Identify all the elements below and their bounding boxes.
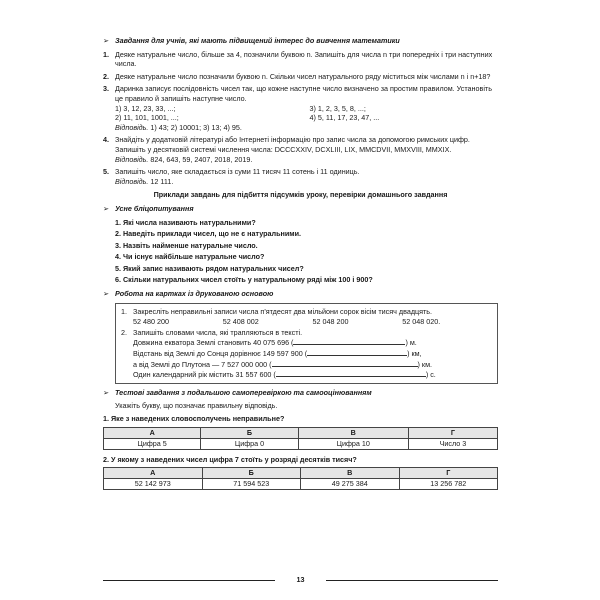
list-item: 4. Чи існує найбільше натуральне число?	[115, 252, 265, 262]
card-item-1	[121, 307, 492, 317]
answer	[115, 155, 498, 165]
option-cell[interactable]: 13 256 782	[399, 479, 498, 490]
number-option: 52 408 002	[222, 317, 259, 327]
sequence-options	[115, 104, 498, 123]
test-instruction: Укажіть букву, що позначає правильну відповідь.	[115, 401, 278, 411]
blank-field[interactable]	[293, 337, 405, 345]
page-number: 13	[296, 575, 305, 584]
answer-text: 824, 643, 59, 2407, 2018, 2019.	[150, 154, 253, 164]
question-number: 3.	[103, 84, 109, 94]
answer-text: 1) 43; 2) 10001; 3) 13; 4) 95.	[150, 122, 242, 132]
question-number: 4.	[103, 135, 109, 145]
option-letter: Б	[201, 427, 298, 438]
option-1: 1) 3, 12, 23, 33, ...;	[115, 103, 176, 113]
option-4: 4) 5, 11, 17, 23, 47, ...	[309, 113, 380, 123]
question-text: Деяке натуральне число, більше за 4, позначили буквою n. Запишіть для числа n три попередніх і три наступних числа.	[115, 49, 493, 69]
item-text: Запишіть словами числа, які трапляються в тексті.	[133, 327, 303, 337]
section-title: Завдання для учнів, які мають підвищений інтерес до вивчення математики	[115, 36, 400, 45]
arrow-bullet-icon: ➢	[103, 36, 110, 45]
option-cell[interactable]: Цифра 10	[298, 438, 408, 449]
fill-text: ) км.	[417, 359, 433, 369]
option-letter: В	[301, 468, 400, 479]
page-footer	[103, 575, 498, 585]
blank-field[interactable]	[276, 369, 426, 377]
section-heading-tests	[103, 388, 498, 398]
arrow-bullet-icon: ➢	[103, 203, 110, 213]
number-option: 52 048 020.	[402, 317, 441, 327]
question-1	[103, 50, 498, 69]
arrow-bullet-icon: ➢	[103, 289, 110, 299]
item-text: Закресліть неправильні записи числа п'ятдесят два мільйони сорок вісім тисяч двадцять.	[133, 306, 433, 316]
number-option: 52 048 200	[312, 317, 349, 327]
option-3: 3) 1, 2, 3, 5, 8, ...;	[309, 103, 366, 113]
section-title: Усне бліцопитування	[115, 203, 194, 213]
question-4	[103, 135, 498, 164]
section-heading-cards	[103, 289, 498, 299]
fill-line-3	[133, 359, 492, 370]
page-content	[103, 36, 498, 495]
option-cell[interactable]: Число 3	[408, 438, 497, 449]
test-question-2: 2. У якому з наведених чисел цифра 7 стоїть у розряді десятків тисяч?	[103, 454, 357, 464]
question-text: Знайдіть у додатковій літературі або Інтернеті інформацію про запис числа за допомогою римських цифр. Запишіть у десятковій системі числення числа: DCCCXXIV, DCXLIII, LIX, MMCDVII, MMXVIII, MMXIX.	[115, 135, 470, 154]
fill-line-1	[133, 337, 492, 348]
list-item: 5. Який запис називають рядом натуральних чисел?	[115, 263, 304, 273]
answer-label: Відповідь.	[115, 176, 149, 186]
fill-line-4	[133, 369, 492, 380]
blitz-list	[103, 218, 498, 286]
question-text: Даринка записує послідовність чисел так, що кожне наступне число визначено за простим правилом. Установіть це правило й запишіть наступне число.	[115, 84, 492, 103]
question-2	[103, 72, 498, 82]
option-letter: А	[104, 427, 201, 438]
section-title: Робота на картках із друкованою основою	[115, 289, 274, 299]
section-heading-advanced	[103, 36, 498, 46]
fill-line-2	[133, 348, 492, 359]
fill-text: Один календарний рік містить 31 557 600 (	[133, 370, 276, 380]
fill-text: Відстань від Землі до Сонця дорівнює 149 597 900 (	[133, 349, 308, 359]
list-item: 6. Скільки натуральних чисел стоїть у натуральному ряді між 100 і 900?	[115, 275, 373, 285]
answer	[115, 177, 498, 187]
number-options	[133, 317, 492, 327]
option-cell[interactable]: 49 275 384	[301, 479, 400, 490]
item-number: 1.	[121, 306, 127, 316]
card-item-2	[121, 328, 492, 338]
section-heading-blitz	[103, 204, 498, 214]
question-5	[103, 167, 498, 186]
option-letter: Б	[202, 468, 301, 479]
option-cell[interactable]: Цифра 0	[201, 438, 298, 449]
fill-text: ) км,	[407, 349, 422, 359]
question-3	[103, 84, 498, 132]
option-letter: Г	[399, 468, 498, 479]
test-question-1: 1. Яке з наведених словосполучень неправильне?	[103, 414, 285, 423]
fill-text: Довжина екватора Землі становить 40 075 696 (	[133, 338, 294, 348]
footer-rule-right	[326, 580, 498, 581]
answer-table-1	[103, 427, 498, 450]
option-cell[interactable]: Цифра 5	[104, 438, 201, 449]
item-number: 2.	[121, 327, 127, 337]
question-text: Деяке натуральне число позначили буквою n. Скільки чисел натурального ряду міститься між числами n і n+18?	[115, 71, 491, 81]
option-2: 2) 11, 101, 1001, ...;	[115, 113, 179, 123]
question-number: 2.	[103, 71, 109, 81]
option-cell[interactable]: 52 142 973	[104, 479, 203, 490]
option-letter: Г	[408, 427, 497, 438]
question-number: 5.	[103, 167, 109, 177]
blank-field[interactable]	[307, 348, 407, 356]
question-text: Запишіть число, яке складається із суми 11 тисяч 11 сотень і 11 одиниць.	[115, 167, 360, 177]
fill-text: а від Землі до Плутона — 7 527 000 000 (	[133, 359, 272, 369]
worksheet-card	[115, 303, 498, 384]
option-letter: В	[298, 427, 408, 438]
answer-label: Відповідь.	[115, 122, 149, 132]
answer	[115, 123, 498, 133]
list-item: 2. Наведіть приклади чисел, що не є натуральними.	[115, 229, 301, 239]
option-letter: А	[104, 468, 203, 479]
number-option: 52 480 200	[133, 317, 169, 327]
section-title: Тестові завдання з подальшою самоперевіркою та самооцінюванням	[115, 387, 372, 397]
answer-table-2	[103, 467, 498, 490]
answer-label: Відповідь.	[115, 154, 149, 164]
fill-text: ) м.	[405, 338, 417, 348]
answer-text: 12 111.	[150, 176, 174, 186]
blank-field[interactable]	[272, 359, 418, 367]
examples-heading: Приклади завдань для підбиття підсумків уроку, перевірки домашнього завдання	[153, 190, 448, 200]
question-number: 1.	[103, 49, 109, 59]
list-item: 1. Які числа називають натуральними?	[115, 217, 256, 227]
arrow-bullet-icon: ➢	[103, 387, 110, 397]
fill-text: ) с.	[425, 370, 436, 380]
option-cell[interactable]: 71 594 523	[202, 479, 301, 490]
list-item: 3. Назвіть найменше натуральне число.	[115, 240, 258, 250]
